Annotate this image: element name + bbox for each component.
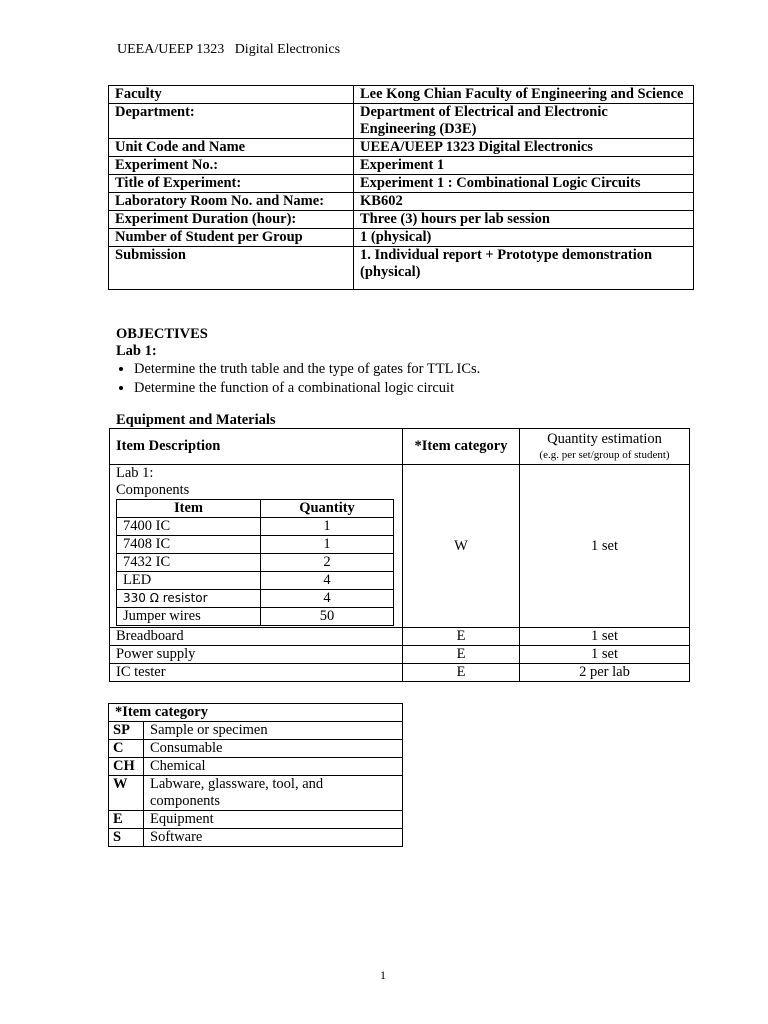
equipment-qty: 1 set (520, 646, 690, 664)
equipment-header-row (110, 429, 690, 465)
info-label: Experiment Duration (hour): (109, 211, 354, 229)
component-item: 7400 IC (117, 518, 261, 536)
objectives-section (116, 326, 716, 398)
info-value: Three (3) hours per lab session (354, 211, 694, 229)
components-quantity: 1 set (520, 465, 690, 628)
equipment-row-components (110, 465, 690, 628)
legend-desc: Software (144, 829, 403, 847)
component-qty: 2 (261, 554, 394, 572)
legend-code: CH (109, 758, 144, 776)
legend-row (109, 758, 403, 776)
component-row (117, 572, 394, 590)
info-label: Title of Experiment: (109, 175, 354, 193)
legend-desc: Labware, glassware, tool, and components (144, 776, 403, 811)
info-value: Department of Electrical and Electronic Engineering (D3E) (354, 104, 694, 139)
info-row-experiment-no (109, 157, 694, 175)
components-cell (110, 465, 403, 628)
component-item: 7432 IC (117, 554, 261, 572)
component-item: 7408 IC (117, 536, 261, 554)
info-value: Experiment 1 : Combinational Logic Circuits (354, 175, 694, 193)
equipment-row (110, 664, 690, 682)
info-label: Unit Code and Name (109, 139, 354, 157)
objective-item: • Determine the function of a combinational logic circuit (134, 379, 716, 398)
components-header-row (117, 500, 394, 518)
component-qty: 4 (261, 590, 394, 608)
component-row (117, 554, 394, 572)
legend-row (109, 829, 403, 847)
comp-header-qty: Quantity (261, 500, 394, 518)
component-row (117, 590, 394, 608)
item-category-legend (108, 703, 403, 847)
legend-code: E (109, 811, 144, 829)
component-qty: 4 (261, 572, 394, 590)
component-qty: 1 (261, 536, 394, 554)
legend-row (109, 811, 403, 829)
legend-code: C (109, 740, 144, 758)
col-quantity (520, 429, 690, 465)
page-number: 1 (380, 968, 386, 982)
equipment-heading: Equipment and Materials (116, 412, 276, 428)
equipment-category: E (403, 646, 520, 664)
objectives-list (116, 360, 716, 398)
legend-code: S (109, 829, 144, 847)
legend-code: SP (109, 722, 144, 740)
component-qty: 1 (261, 518, 394, 536)
equipment-category: E (403, 664, 520, 682)
equipment-item: Breadboard (110, 628, 403, 646)
info-row-title (109, 175, 694, 193)
legend-desc: Sample or specimen (144, 722, 403, 740)
experiment-info-table (108, 85, 694, 290)
legend-desc: Chemical (144, 758, 403, 776)
component-row (117, 536, 394, 554)
legend-code: W (109, 776, 144, 811)
objectives-lab-label: Lab 1: (116, 343, 157, 359)
equipment-qty: 1 set (520, 628, 690, 646)
info-value: 1. Individual report + Prototype demonstration (physical) (354, 247, 694, 290)
col-item-description: Item Description (110, 429, 403, 465)
component-row (117, 608, 394, 626)
equipment-category: E (403, 628, 520, 646)
component-qty: 50 (261, 608, 394, 626)
components-table (116, 499, 394, 626)
info-label: Number of Student per Group (109, 229, 354, 247)
info-row-faculty (109, 86, 694, 104)
legend-row (109, 776, 403, 811)
info-value: Experiment 1 (354, 157, 694, 175)
info-row-duration (109, 211, 694, 229)
equipment-row (110, 628, 690, 646)
running-header: UEEA/UEEP 1323 Digital Electronics (117, 42, 341, 57)
components-category: W (403, 465, 520, 628)
info-value: Lee Kong Chian Faculty of Engineering and Science (354, 86, 694, 104)
info-label: Submission (109, 247, 354, 290)
info-value: 1 (physical) (354, 229, 694, 247)
objective-item: • Determine the truth table and the type of gates for TTL ICs. (134, 360, 716, 379)
info-row-room (109, 193, 694, 211)
info-label: Experiment No.: (109, 157, 354, 175)
legend-desc: Consumable (144, 740, 403, 758)
info-label: Department: (109, 104, 354, 139)
equipment-item: Power supply (110, 646, 403, 664)
component-item: Jumper wires (117, 608, 261, 626)
col-quantity-sublabel: (e.g. per set/group of student) (539, 449, 670, 461)
equipment-qty: 2 per lab (520, 664, 690, 682)
legend-desc: Equipment (144, 811, 403, 829)
info-value: UEEA/UEEP 1323 Digital Electronics (354, 139, 694, 157)
info-row-group-size (109, 229, 694, 247)
legend-row (109, 740, 403, 758)
legend-row (109, 722, 403, 740)
component-item: 330 Ω resistor (117, 590, 261, 608)
component-row (117, 518, 394, 536)
equipment-item: IC tester (110, 664, 403, 682)
objectives-heading: OBJECTIVES (116, 326, 208, 342)
info-row-submission (109, 247, 694, 290)
lab-label: Lab 1: (116, 465, 154, 481)
comp-header-item: Item (117, 500, 261, 518)
info-label: Laboratory Room No. and Name: (109, 193, 354, 211)
col-item-category: *Item category (403, 429, 520, 465)
legend-title: *Item category (109, 704, 403, 722)
equipment-table (109, 428, 690, 682)
equipment-row (110, 646, 690, 664)
info-value: KB602 (354, 193, 694, 211)
col-quantity-label: Quantity estimation (547, 431, 662, 447)
components-label: Components (116, 482, 190, 498)
info-row-unit (109, 139, 694, 157)
info-label: Faculty (109, 86, 354, 104)
component-item: LED (117, 572, 261, 590)
info-row-department (109, 104, 694, 139)
legend-title-row (109, 704, 403, 722)
